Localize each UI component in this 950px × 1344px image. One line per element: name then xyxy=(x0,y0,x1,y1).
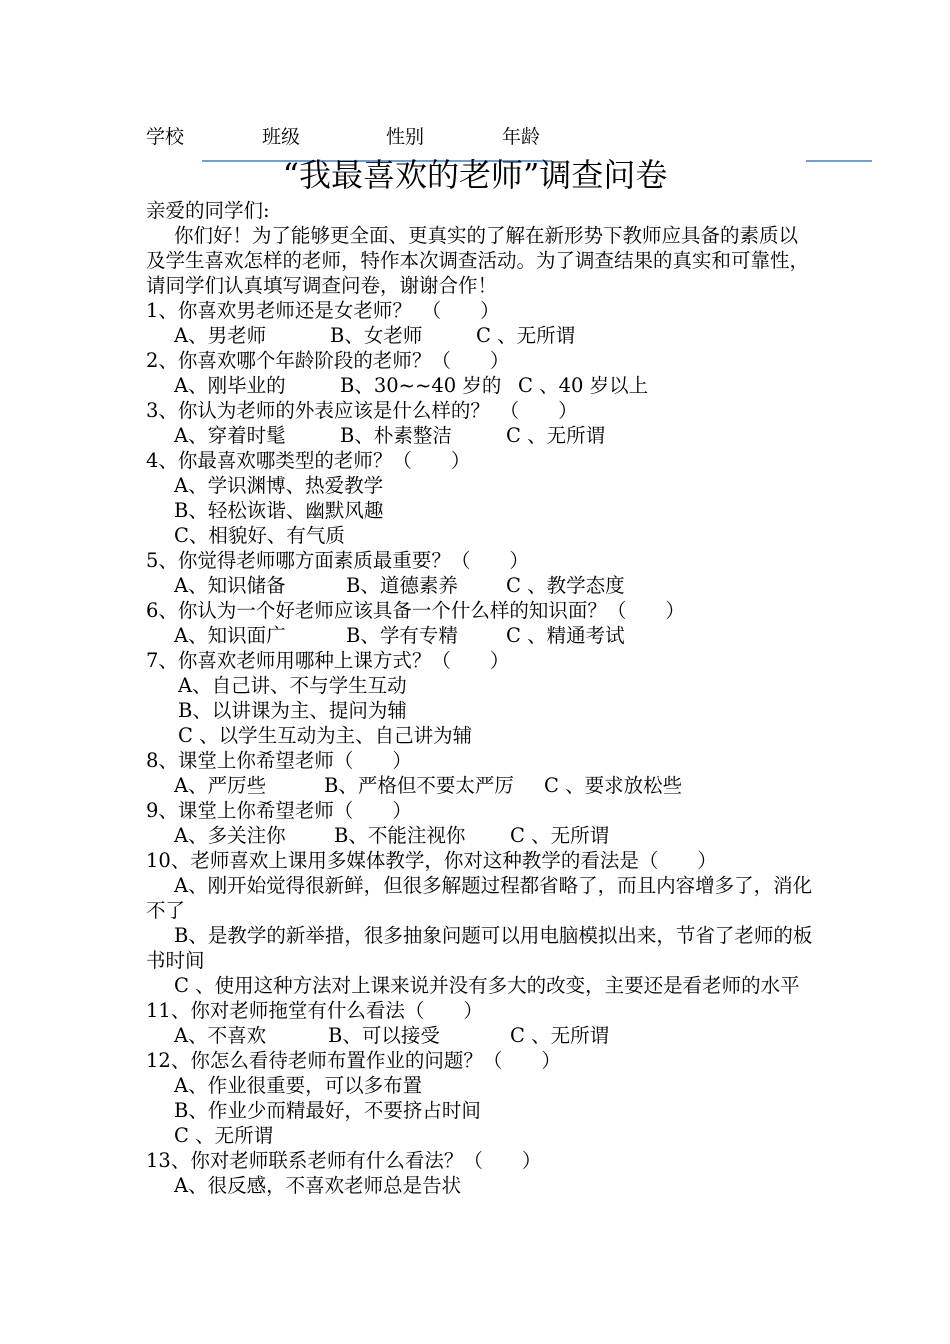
option: A、不喜欢 xyxy=(174,1024,267,1047)
age-label: 年龄 xyxy=(502,126,541,148)
options-5 xyxy=(146,573,816,598)
option-12a: A、作业很重要，可以多布置 xyxy=(174,1074,423,1097)
question-10: 10、老师喜欢上课用多媒体教学，你对这种教学的看法是（ ） xyxy=(146,849,717,872)
option-10a: A、刚开始觉得很新鲜，但很多解题过程都省略了，而且内容增多了，消化不了 xyxy=(146,874,813,922)
question-4: 4、你最喜欢哪类型的老师？（ ） xyxy=(146,449,471,472)
page-title: “我最喜欢的老师”调查问卷 xyxy=(282,156,668,194)
options-11 xyxy=(146,1023,816,1048)
option: C 、无所谓 xyxy=(510,1024,610,1047)
option: C 、无所谓 xyxy=(476,324,576,347)
option-12b: B、作业少而精最好，不要挤占时间 xyxy=(174,1099,481,1122)
intro-paragraph: 你们好！为了能够更全面、更真实的了解在新形势下教师应具备的素质以及学生喜欢怎样的老师，特作本次调查活动。为了调查结果的真实和可靠性，请同学们认真填写调查问卷，谢谢合作！ xyxy=(146,224,810,297)
class-label: 班级 xyxy=(262,126,301,148)
option-4a: A、学识渊博、热爱教学 xyxy=(174,474,384,497)
option: C 、要求放松些 xyxy=(544,774,683,797)
greeting: 亲爱的同学们: xyxy=(146,199,270,222)
option-7a: A、自己讲、不与学生互动 xyxy=(178,674,407,697)
options-6 xyxy=(146,623,816,648)
option: B、严格但不要太严厉 xyxy=(324,774,514,797)
question-9: 9、课堂上你希望老师（ ） xyxy=(146,799,412,822)
option: B、可以接受 xyxy=(328,1024,440,1047)
question-11: 11、你对老师拖堂有什么看法（ ） xyxy=(146,999,483,1022)
option-12c: C 、无所谓 xyxy=(174,1124,274,1147)
option-7c: C 、以学生互动为主、自己讲为辅 xyxy=(178,724,473,747)
option-4c: C、相貌好、有气质 xyxy=(174,524,345,547)
option: B、女老师 xyxy=(330,324,423,347)
option: A、严厉些 xyxy=(174,774,267,797)
option-10c: C 、使用这种方法对上课来说并没有多大的改变，主要还是看老师的水平 xyxy=(174,974,800,997)
question-7: 7、你喜欢老师用哪种上课方式？（ ） xyxy=(146,649,510,672)
option: A、男老师 xyxy=(174,324,267,347)
options-1 xyxy=(146,323,816,348)
options-8 xyxy=(146,773,816,798)
option-4b: B、轻松诙谐、幽默风趣 xyxy=(174,499,384,522)
option: A、知识面广 xyxy=(174,624,286,647)
option-7b: B、以讲课为主、提问为辅 xyxy=(178,699,407,722)
option: A、多关注你 xyxy=(174,824,286,847)
question-12: 12、你怎么看待老师布置作业的问题？（ ） xyxy=(146,1049,561,1072)
options-9 xyxy=(146,823,816,848)
option: A、刚毕业的 xyxy=(174,374,286,397)
questionnaire-body xyxy=(146,198,816,1198)
option: A、知识储备 xyxy=(174,574,286,597)
question-2: 2、你喜欢哪个年龄阶段的老师？（ ） xyxy=(146,349,510,372)
option: C 、精通考试 xyxy=(506,624,625,647)
school-label: 学校 xyxy=(146,126,185,148)
question-5: 5、你觉得老师哪方面素质最重要？（ ） xyxy=(146,549,529,572)
option: C 、教学态度 xyxy=(506,574,625,597)
gender-label: 性别 xyxy=(386,126,425,148)
question-8: 8、课堂上你希望老师（ ） xyxy=(146,749,412,772)
option: B、朴素整洁 xyxy=(340,424,452,447)
option: C 、无所谓 xyxy=(510,824,610,847)
options-3 xyxy=(146,423,816,448)
option: A、穿着时髦 xyxy=(174,424,286,447)
question-3: 3、你认为老师的外表应该是什么样的？ （ ） xyxy=(146,399,578,422)
option: C 、40 岁以上 xyxy=(518,374,649,397)
question-13: 13、你对老师联系老师有什么看法？（ ） xyxy=(146,1149,542,1172)
option-10b: B、是教学的新举措，很多抽象问题可以用电脑模拟出来，节省了老师的板书时间 xyxy=(146,924,813,972)
option-13a: A、很反感，不喜欢老师总是告状 xyxy=(174,1174,462,1197)
option: B、学有专精 xyxy=(346,624,458,647)
question-1: 1、你喜欢男老师还是女老师？ （ ） xyxy=(146,299,500,322)
option: B、道德素养 xyxy=(346,574,458,597)
option: B、不能注视你 xyxy=(334,824,466,847)
option: C 、无所谓 xyxy=(506,424,606,447)
options-2 xyxy=(146,373,816,398)
question-6: 6、你认为一个好老师应该具备一个什么样的知识面？（ ） xyxy=(146,599,685,622)
option: B、30~~40 岁的 xyxy=(340,374,502,397)
